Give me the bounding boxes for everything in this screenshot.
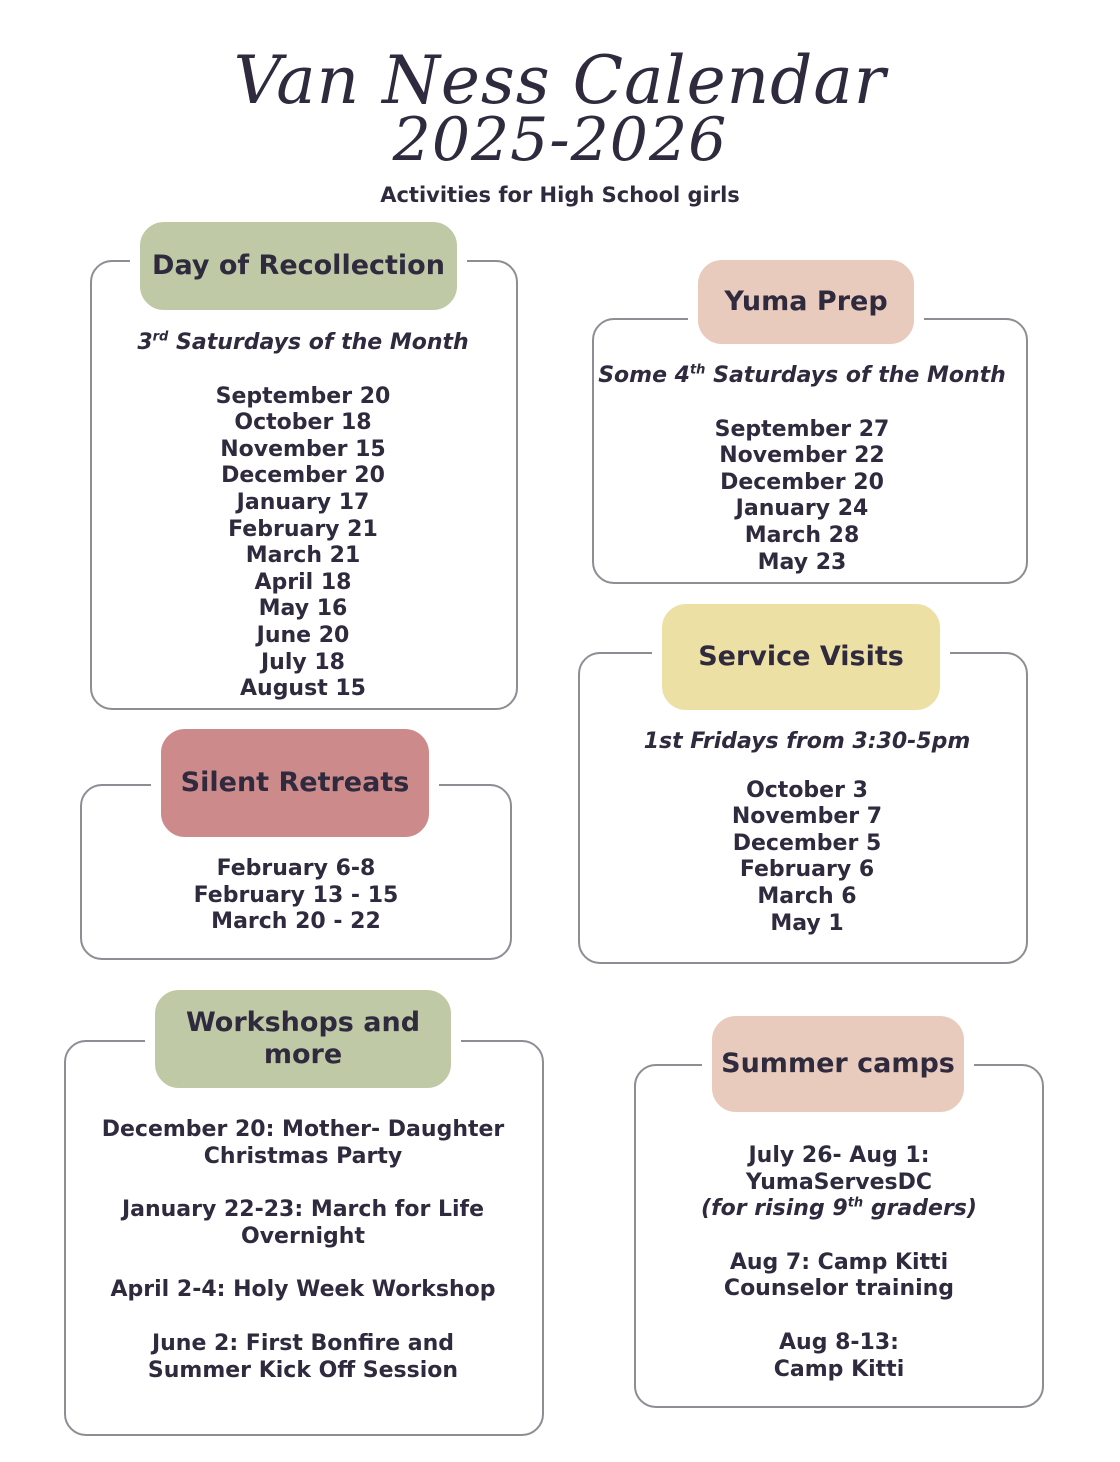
recollection-date: July 18 [260,649,345,675]
recollection-date: November 15 [220,436,386,462]
yuma-prep-date: January 24 [735,496,869,522]
summer-camp-event: Aug 7: Camp Kitti [729,1249,949,1275]
workshop-event: Summer Kick Off Session [147,1357,459,1383]
recollection-content [100,330,506,703]
service-visits-subtitle: 1st Fridays from 3:30-5pm [643,729,971,754]
workshop-event: April 2-4: Holy Week Workshop [110,1277,496,1303]
recollection-date: August 15 [240,676,366,702]
recollection-date: April 18 [254,569,352,595]
silent-retreats-date: March 20 - 22 [211,909,381,935]
recollection-date: May 16 [258,596,348,622]
recollection-date: January 17 [236,489,370,515]
yuma-prep-date: December 20 [720,469,884,495]
summer-camp-note: (for rising 9th graders) [701,1195,977,1222]
workshop-event: December 20: Mother- Daughter [101,1117,505,1142]
summer-camps-heading: Summer camps [702,1006,974,1122]
silent-retreats-content [80,856,512,936]
recollection-subtitle: 3rd Saturdays of the Month [137,329,469,355]
silent-retreats-date: February 13 - 15 [193,882,399,908]
summer-camp-event: Aug 8-13: [779,1329,899,1355]
silent-retreats-heading: Silent Retreats [151,719,439,847]
workshops-content [70,1117,536,1384]
recollection-date: February 21 [228,516,378,542]
service-visits-content [600,729,1014,937]
recollection-date: September 20 [215,383,391,409]
summer-camp-event: Counselor training [723,1276,955,1302]
yuma-prep-date: September 27 [714,416,890,442]
yuma-prep-content [592,363,1012,576]
summer-camp-event: Camp Kitti [773,1356,905,1382]
recollection-date: March 21 [245,543,361,569]
workshop-event: Christmas Party [203,1143,403,1169]
recollection-heading: Day of Recollection [130,212,467,320]
service-visits-heading: Service Visits [652,594,950,720]
service-visits-date: November 7 [731,804,883,830]
yuma-prep-subtitle: Some 4th Saturdays of the Month [598,362,1006,388]
workshops-heading: Workshops and more [145,980,461,1098]
page-title: Van Ness Calendar [233,42,887,119]
yuma-prep-date: March 28 [744,522,860,548]
summer-camp-event: YumaServesDC [745,1169,933,1195]
workshop-event: June 2: First Bonfire and [151,1330,455,1356]
service-visits-date: December 5 [732,830,882,856]
recollection-date: December 20 [221,463,385,489]
summer-camps-content [640,1143,1038,1383]
workshop-event: Overnight [241,1223,365,1249]
recollection-date: June 20 [256,622,350,648]
summer-camp-event: July 26- Aug 1: [748,1143,930,1168]
service-visits-date: February 6 [739,857,875,883]
workshop-event: January 22-23: March for Life [121,1197,485,1223]
service-visits-date: May 1 [770,910,844,936]
service-visits-date: October 3 [746,777,868,803]
page-subtitle: Activities for High School girls [380,183,740,207]
yuma-prep-date: November 22 [719,443,885,469]
silent-retreats-date: February 6-8 [216,856,376,881]
yuma-prep-heading: Yuma Prep [688,250,924,354]
page-year: 2025-2026 [392,105,728,175]
recollection-date: October 18 [234,410,372,436]
yuma-prep-date: May 23 [757,549,847,575]
service-visits-date: March 6 [757,883,857,909]
